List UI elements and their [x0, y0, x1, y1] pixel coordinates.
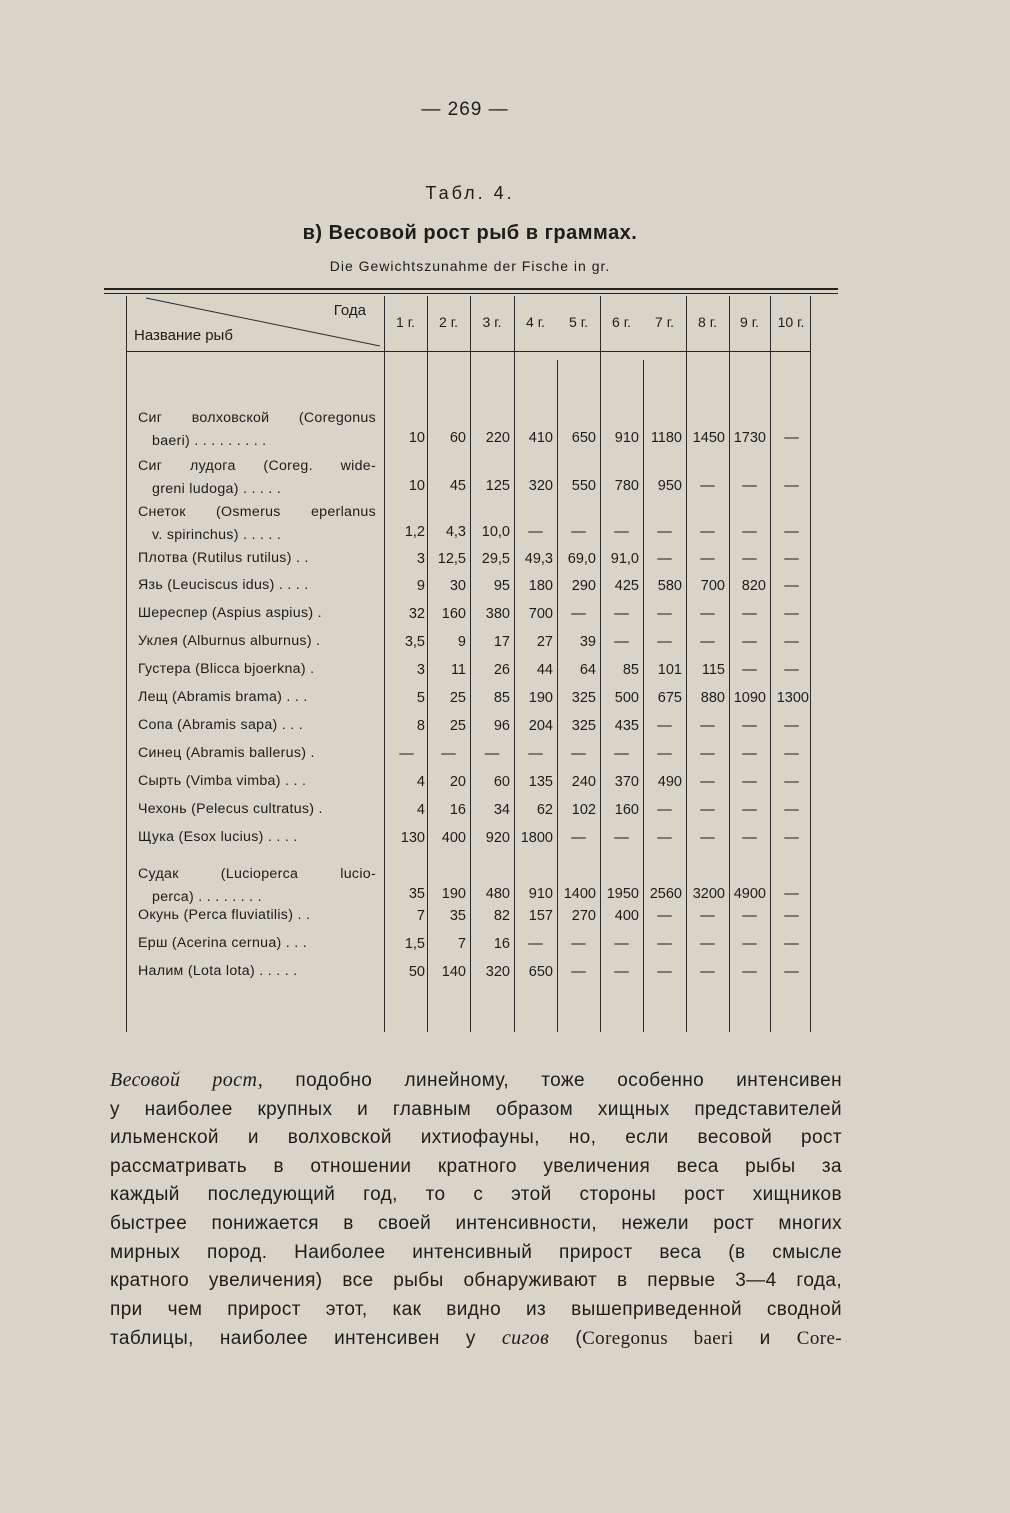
header-years-label: Года [333, 302, 366, 319]
table-cell: 39 [579, 634, 596, 650]
fish-name-line-1: Синец (Abramis ballerus) . [138, 745, 315, 761]
table-cell: 32 [408, 606, 425, 622]
table-cell: — [614, 524, 629, 540]
header-corner-cell [126, 296, 380, 350]
table-cell: 1450 [692, 430, 725, 446]
table-cell: — [571, 964, 586, 980]
table-cell: — [657, 802, 672, 818]
table-cell: 27 [536, 634, 553, 650]
year-header: 8 г. [698, 314, 717, 330]
table-cell: — [784, 430, 799, 446]
table-cell: 45 [449, 478, 466, 494]
table-cell: — [700, 908, 715, 924]
table-cell: 820 [741, 578, 766, 594]
table-cell: — [742, 662, 757, 678]
table-subtitle: Die Gewichtszunahme der Fische in gr. [329, 258, 611, 274]
table-cell: — [742, 478, 757, 494]
table-cell: 7 [416, 908, 425, 924]
table-cell: 425 [614, 578, 639, 594]
table-cell: — [784, 908, 799, 924]
fish-name [138, 602, 376, 625]
table-cell: 380 [485, 606, 510, 622]
paragraph-line-2: у наиболее крупных и главным образом хищных представителей [110, 1098, 842, 1120]
table-cell: 91,0 [610, 551, 639, 567]
table-cell: 125 [485, 478, 510, 494]
table-cell: 130 [400, 830, 425, 846]
table-cell: 190 [528, 690, 553, 706]
page-number: — 269 — [421, 99, 509, 120]
table-cell: 34 [493, 802, 510, 818]
table-cell: — [742, 524, 757, 540]
table-cell: — [657, 964, 672, 980]
table-cell: — [784, 578, 799, 594]
table-cell: 49,3 [524, 551, 553, 567]
table-cell: 480 [485, 886, 510, 902]
table-cell: 9 [416, 578, 425, 594]
table-cell: 9 [457, 634, 466, 650]
table-cell: 62 [536, 802, 553, 818]
year-header: 1 г. [396, 314, 415, 330]
fish-name [138, 407, 376, 453]
header-name-label: Название рыб [134, 327, 233, 344]
table-cell: 60 [493, 774, 510, 790]
table-cell: 370 [614, 774, 639, 790]
latin-name: Core- [796, 1328, 843, 1350]
paragraph-line-10 [110, 1324, 842, 1354]
fish-name-line-2: baeri) . . . . . . . . . [152, 433, 267, 449]
table-cell: 64 [579, 662, 596, 678]
table-cell: 325 [571, 690, 596, 706]
fish-name-line-1: Сырть (Vimba vimba) . . . [138, 773, 307, 789]
table-cell: — [784, 606, 799, 622]
table-cell: 11 [450, 662, 466, 678]
table-cell: 26 [493, 662, 510, 678]
table-cell: 650 [528, 964, 553, 980]
fish-name [138, 826, 376, 849]
table-cell: 30 [449, 578, 466, 594]
table-cell: — [742, 774, 757, 790]
table-cell: 44 [536, 662, 553, 678]
table-cell: 16 [449, 802, 466, 818]
year-header: 5 г. [569, 314, 588, 330]
table-cell: — [657, 830, 672, 846]
paragraph-line-7: мирных пород. Наиболее интенсивный прирост веса (в смысле [110, 1241, 842, 1263]
table-cell: — [742, 802, 757, 818]
table-cell: 204 [528, 718, 553, 734]
table-cell: — [528, 746, 543, 762]
table-cell: 180 [528, 578, 553, 594]
fish-name-line-1: Сиг лудога (Coreg. wide- [138, 458, 376, 474]
year-header: 3 г. [482, 314, 502, 330]
paragraph-line-4: рассматривать в отношении кратного увеличения веса рыбы за [110, 1155, 842, 1177]
table-cell: — [700, 830, 715, 846]
table-cell: — [742, 830, 757, 846]
table-cell: — [742, 964, 757, 980]
table-cell: 3200 [692, 886, 725, 902]
table-cell: 17 [493, 634, 510, 650]
fish-name-line-1: Густера (Blicca bjoerkna) . [138, 661, 315, 677]
year-header: 2 г. [439, 314, 458, 330]
table-cell: — [571, 524, 586, 540]
table-cell: — [614, 606, 629, 622]
table-cell: — [614, 634, 629, 650]
table-cell: — [784, 964, 799, 980]
table-cell: — [700, 478, 715, 494]
table-cell: 4 [416, 802, 425, 818]
table-cell: 3,5 [404, 634, 425, 650]
table-cell: — [614, 830, 629, 846]
table-cell: 25 [449, 690, 466, 706]
fish-name [138, 501, 376, 547]
table-cell: — [784, 478, 799, 494]
table-cell: 240 [571, 774, 596, 790]
table-cell: — [784, 662, 799, 678]
table-cell: 1300 [776, 690, 809, 706]
table-cell: — [784, 802, 799, 818]
table-cell: 16 [493, 936, 510, 952]
fish-name [138, 714, 376, 737]
fish-name [138, 904, 376, 927]
fish-name [138, 686, 376, 709]
table-cell: 400 [614, 908, 639, 924]
table-cell: — [742, 606, 757, 622]
table-cell: 320 [485, 964, 510, 980]
table-cell: 35 [408, 886, 425, 902]
paragraph-text: таблицы, наиболее интенсивен у [110, 1328, 502, 1350]
table-cell: 3 [416, 662, 425, 678]
table-cell: 1090 [733, 690, 766, 706]
table-cell: 85 [493, 690, 510, 706]
table-cell: — [700, 551, 715, 567]
table-cell: — [700, 718, 715, 734]
table-cell: 290 [571, 578, 596, 594]
table-cell: — [571, 746, 586, 762]
table-cell: — [528, 936, 543, 952]
paragraph-line-1 [110, 1066, 842, 1096]
table-cell: — [657, 908, 672, 924]
fish-name [138, 574, 376, 597]
fish-name-line-1: Уклея (Alburnus alburnus) . [138, 633, 321, 649]
table-cell: — [784, 886, 799, 902]
fish-name [138, 863, 376, 909]
paragraph-line-6: быстрее понижается в своей интенсивности, нежели рост многих [110, 1212, 842, 1234]
table-cell: — [784, 551, 799, 567]
paragraph-text: ( [549, 1328, 583, 1350]
fish-name [138, 455, 376, 501]
table-cell: — [784, 936, 799, 952]
table-cell: 35 [449, 908, 466, 924]
fish-name-line-1: Язь (Leuciscus idus) . . . . [138, 577, 309, 593]
latin-name: Coregonus baeri [582, 1328, 734, 1350]
table-cell: — [484, 746, 500, 762]
table-top-rule-2 [104, 293, 838, 294]
table-cell: — [742, 551, 757, 567]
table-cell: 950 [657, 478, 682, 494]
fish-name-line-1: Чехонь (Pelecus cultratus) . [138, 801, 323, 817]
year-header: 7 г. [655, 314, 674, 330]
table-cell: 1,2 [404, 524, 425, 540]
table-cell: 1730 [733, 430, 766, 446]
table-cell: 4900 [733, 886, 766, 902]
table-cell: 85 [622, 662, 639, 678]
table-cell: — [614, 936, 629, 952]
table-cell: 325 [571, 718, 596, 734]
table-cell: 60 [449, 430, 466, 446]
table-cell: 12,5 [437, 551, 466, 567]
fish-name-line-1: Налим (Lota lota) . . . . . [138, 963, 298, 979]
fish-name-line-1: Судак (Lucioperca lucio- [138, 866, 376, 882]
table-cell: — [528, 524, 543, 540]
table-cell: 270 [571, 908, 596, 924]
table-cell: — [657, 524, 672, 540]
fish-name [138, 658, 376, 681]
table-cell: 650 [571, 430, 596, 446]
table-cell: 435 [614, 718, 639, 734]
italic-term: Весовой рост, [110, 1069, 264, 1091]
table-cell: 10 [408, 430, 425, 446]
table-label: Табл. 4. [425, 183, 515, 203]
table-cell: 910 [614, 430, 639, 446]
fish-name-line-1: Ерш (Acerina cernua) . . . [138, 935, 308, 951]
fish-name [138, 742, 376, 765]
table-cell: 4,3 [445, 524, 466, 540]
table-cell: 95 [493, 578, 510, 594]
table-cell: — [700, 524, 715, 540]
year-header: 4 г. [526, 314, 545, 330]
fish-name [138, 798, 376, 821]
table-cell: 140 [441, 964, 466, 980]
table-cell: — [784, 634, 799, 650]
fish-name-line-1: Щука (Esox lucius) . . . . [138, 829, 298, 845]
table-cell: — [399, 746, 414, 762]
table-cell: 102 [571, 802, 596, 818]
table-cell: 920 [485, 830, 510, 846]
fish-name-line-1: Сиг волховской (Coregonus [138, 410, 376, 426]
table-cell: — [571, 936, 586, 952]
table-cell: 2560 [649, 886, 682, 902]
table-title: в) Весовой рост рыб в граммах. [302, 222, 638, 244]
table-cell: 50 [408, 964, 425, 980]
table-cell: — [784, 830, 799, 846]
table-cell: 1950 [606, 886, 639, 902]
table-cell: 500 [614, 690, 639, 706]
table-cell: 700 [528, 606, 553, 622]
table-cell: — [784, 524, 799, 540]
table-cell: 5 [416, 690, 425, 706]
table-cell: — [742, 718, 757, 734]
fish-name-line-1: Снеток (Osmerus eperlanus [138, 504, 376, 520]
table-cell: 580 [657, 578, 682, 594]
table-cell: 4 [416, 774, 425, 790]
table-cell: 20 [449, 774, 466, 790]
table-cell: 400 [441, 830, 466, 846]
paragraph-line-3: ильменской и волховской ихтиофауны, но, если весовой рост [110, 1127, 842, 1149]
fish-name-line-2: v. spirinchus) . . . . . [152, 527, 282, 543]
table-left-border [126, 296, 127, 1032]
table-cell: 96 [493, 718, 510, 734]
table-cell: — [571, 606, 586, 622]
fish-name-line-1: Плотва (Rutilus rutilus) . . [138, 550, 309, 566]
paragraph-line-5: каждый последующий год, то с этой стороны рост хищников [110, 1184, 842, 1206]
italic-term: сигов [501, 1327, 550, 1350]
table-cell: — [657, 634, 672, 650]
table-cell: 550 [571, 478, 596, 494]
table-cell: — [700, 964, 715, 980]
table-cell: 675 [657, 690, 682, 706]
table-cell: 910 [528, 886, 553, 902]
table-cell: 29,5 [481, 551, 510, 567]
table-cell: — [742, 936, 757, 952]
table-cell: — [784, 774, 799, 790]
table-cell: — [441, 746, 456, 762]
header-bottom-rule [126, 351, 810, 352]
table-cell: 160 [441, 606, 466, 622]
fish-name-line-1: Сопа (Abramis sapa) . . . [138, 717, 303, 733]
table-cell: 880 [700, 690, 725, 706]
table-cell: 320 [528, 478, 553, 494]
table-cell: 101 [657, 662, 682, 678]
table-cell: 7 [457, 936, 466, 952]
table-cell: — [742, 746, 757, 762]
table-cell: 115 [701, 662, 725, 678]
table-cell: — [742, 908, 757, 924]
table-cell: 3 [416, 551, 425, 567]
table-cell: 1400 [563, 886, 596, 902]
fish-name-line-2: perca) . . . . . . . . [152, 889, 262, 905]
table-cell: 1180 [650, 430, 682, 446]
table-cell: — [657, 551, 672, 567]
table-cell: 82 [493, 908, 510, 924]
paragraph-text: подобно линейному, тоже особенно интенсивен [263, 1070, 842, 1091]
table-cell: — [614, 964, 629, 980]
year-header: 6 г. [612, 314, 631, 330]
paragraph-line-9: при чем прирост этот, как видно из вышеприведенной сводной [110, 1298, 842, 1320]
table-cell: — [742, 634, 757, 650]
year-header: 10 г. [777, 314, 805, 330]
table-cell: — [784, 718, 799, 734]
table-cell: 1,5 [404, 936, 425, 952]
table-top-rule [104, 288, 838, 290]
fish-name-line-1: Шереспер (Aspius aspius) . [138, 605, 322, 621]
table-cell: — [657, 746, 672, 762]
table-cell: 700 [700, 578, 725, 594]
fish-name-line-2: greni ludoga) . . . . . [152, 481, 282, 497]
table-cell: — [784, 746, 799, 762]
table-cell: — [700, 634, 715, 650]
fish-name [138, 770, 376, 793]
fish-name-line-1: Лещ (Abramis brama) . . . [138, 689, 308, 705]
table-cell: 490 [657, 774, 682, 790]
table-cell: 780 [614, 478, 639, 494]
table-cell: 10,0 [481, 524, 510, 540]
paragraph-text: и [733, 1328, 797, 1350]
table-cell: — [657, 718, 672, 734]
table-cell: — [657, 606, 672, 622]
table-cell: 25 [449, 718, 466, 734]
table-cell: 10 [408, 478, 425, 494]
table-cell: 160 [614, 802, 639, 818]
fish-name [138, 932, 376, 955]
fish-name [138, 960, 376, 983]
table-cell: 1800 [520, 830, 553, 846]
body-paragraph [110, 1066, 842, 1354]
table-cell: 157 [528, 908, 553, 924]
table-cell: 135 [528, 774, 553, 790]
table-cell: 190 [441, 886, 466, 902]
table-cell: — [657, 936, 672, 952]
table-cell: — [700, 606, 715, 622]
table-cell: — [700, 746, 715, 762]
table-cell: — [700, 774, 715, 790]
table-cell: 8 [416, 718, 425, 734]
fish-name [138, 630, 376, 653]
table-cell: 220 [485, 430, 510, 446]
table-cell: — [700, 802, 715, 818]
paragraph-line-8: кратного увеличения) все рыбы обнаруживают в первые 3—4 года, [110, 1270, 842, 1292]
fish-name [138, 547, 376, 570]
table-cell: 69,0 [567, 551, 596, 567]
table-cell: — [614, 746, 629, 762]
table-cell: 410 [528, 430, 553, 446]
table-cell: — [571, 830, 586, 846]
year-header: 9 г. [740, 314, 759, 330]
table-cell: — [700, 936, 715, 952]
fish-name-line-1: Окунь (Perca fluviatilis) . . [138, 907, 311, 923]
